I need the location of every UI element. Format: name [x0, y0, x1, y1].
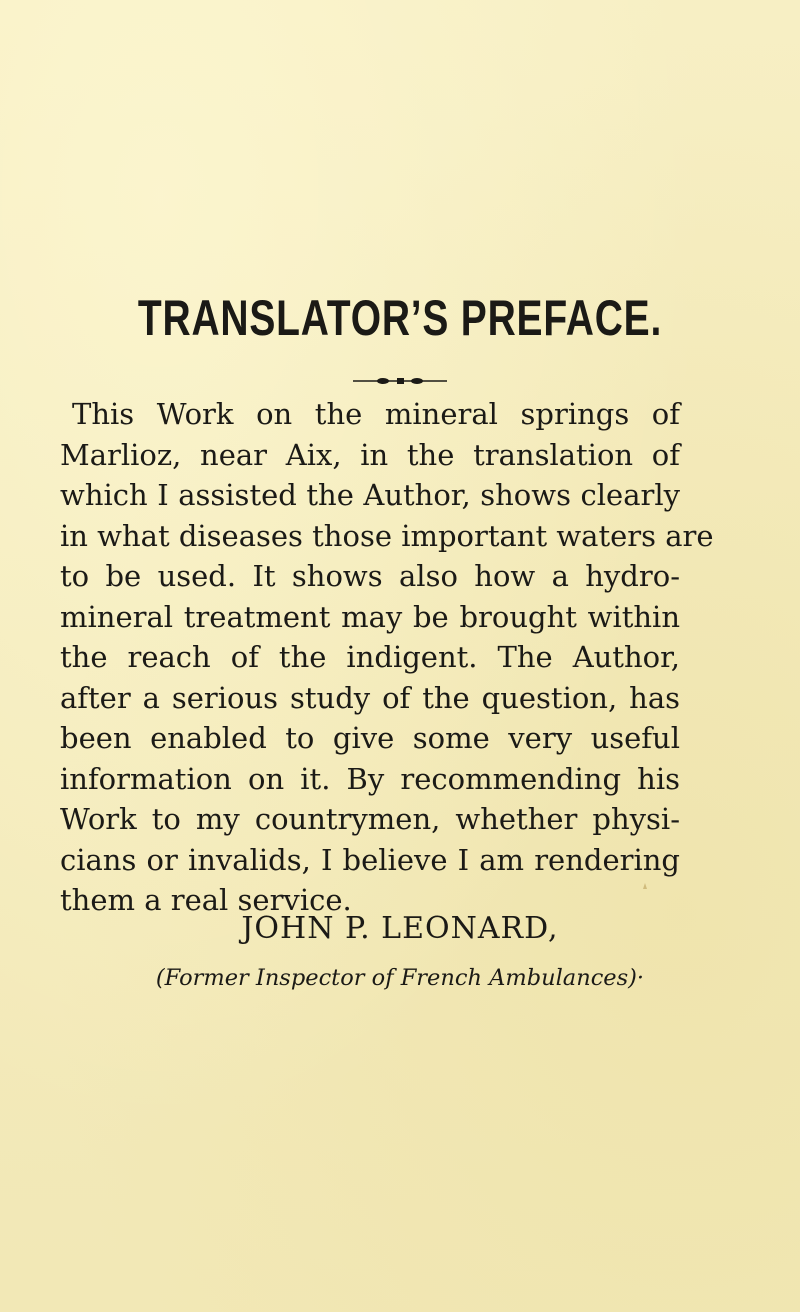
- ink-speck: [642, 882, 648, 890]
- paragraph-line: cians or invalids, I believe I am rendering: [60, 842, 680, 877]
- paragraph-line: which I assisted the Author, shows clearly: [60, 478, 680, 512]
- paragraph-line: after a serious study of the question, has: [60, 680, 680, 715]
- paragraph-line: the reach of the indigent. The Author,: [60, 640, 680, 674]
- page-title: TRANSLATOR’S PREFACE.: [137, 290, 663, 346]
- paragraph-line: in what diseases those important waters are: [60, 518, 714, 553]
- paragraph-line: information on it. By recommending his: [60, 761, 680, 796]
- paragraph-line: to be used. It shows also how a hydro-: [60, 559, 680, 593]
- signature-name: JOHN P. LEONARD,: [241, 911, 559, 946]
- paragraph-line: been enabled to give some very useful: [60, 721, 680, 755]
- paragraph-line: This Work on the mineral springs of: [72, 397, 680, 431]
- paragraph-line: Work to my countrymen, whether physi-: [60, 802, 680, 836]
- preface-paragraph: [60, 394, 714, 921]
- signature-note: (Former Inspector of French Ambulances)·: [155, 965, 645, 991]
- paragraph-line: Marlioz, near Aix, in the translation of: [60, 437, 680, 472]
- dash-ornament: [353, 376, 447, 386]
- paragraph-line: them a real service.: [60, 883, 352, 917]
- paragraph-line: mineral treatment may be brought within: [60, 599, 680, 634]
